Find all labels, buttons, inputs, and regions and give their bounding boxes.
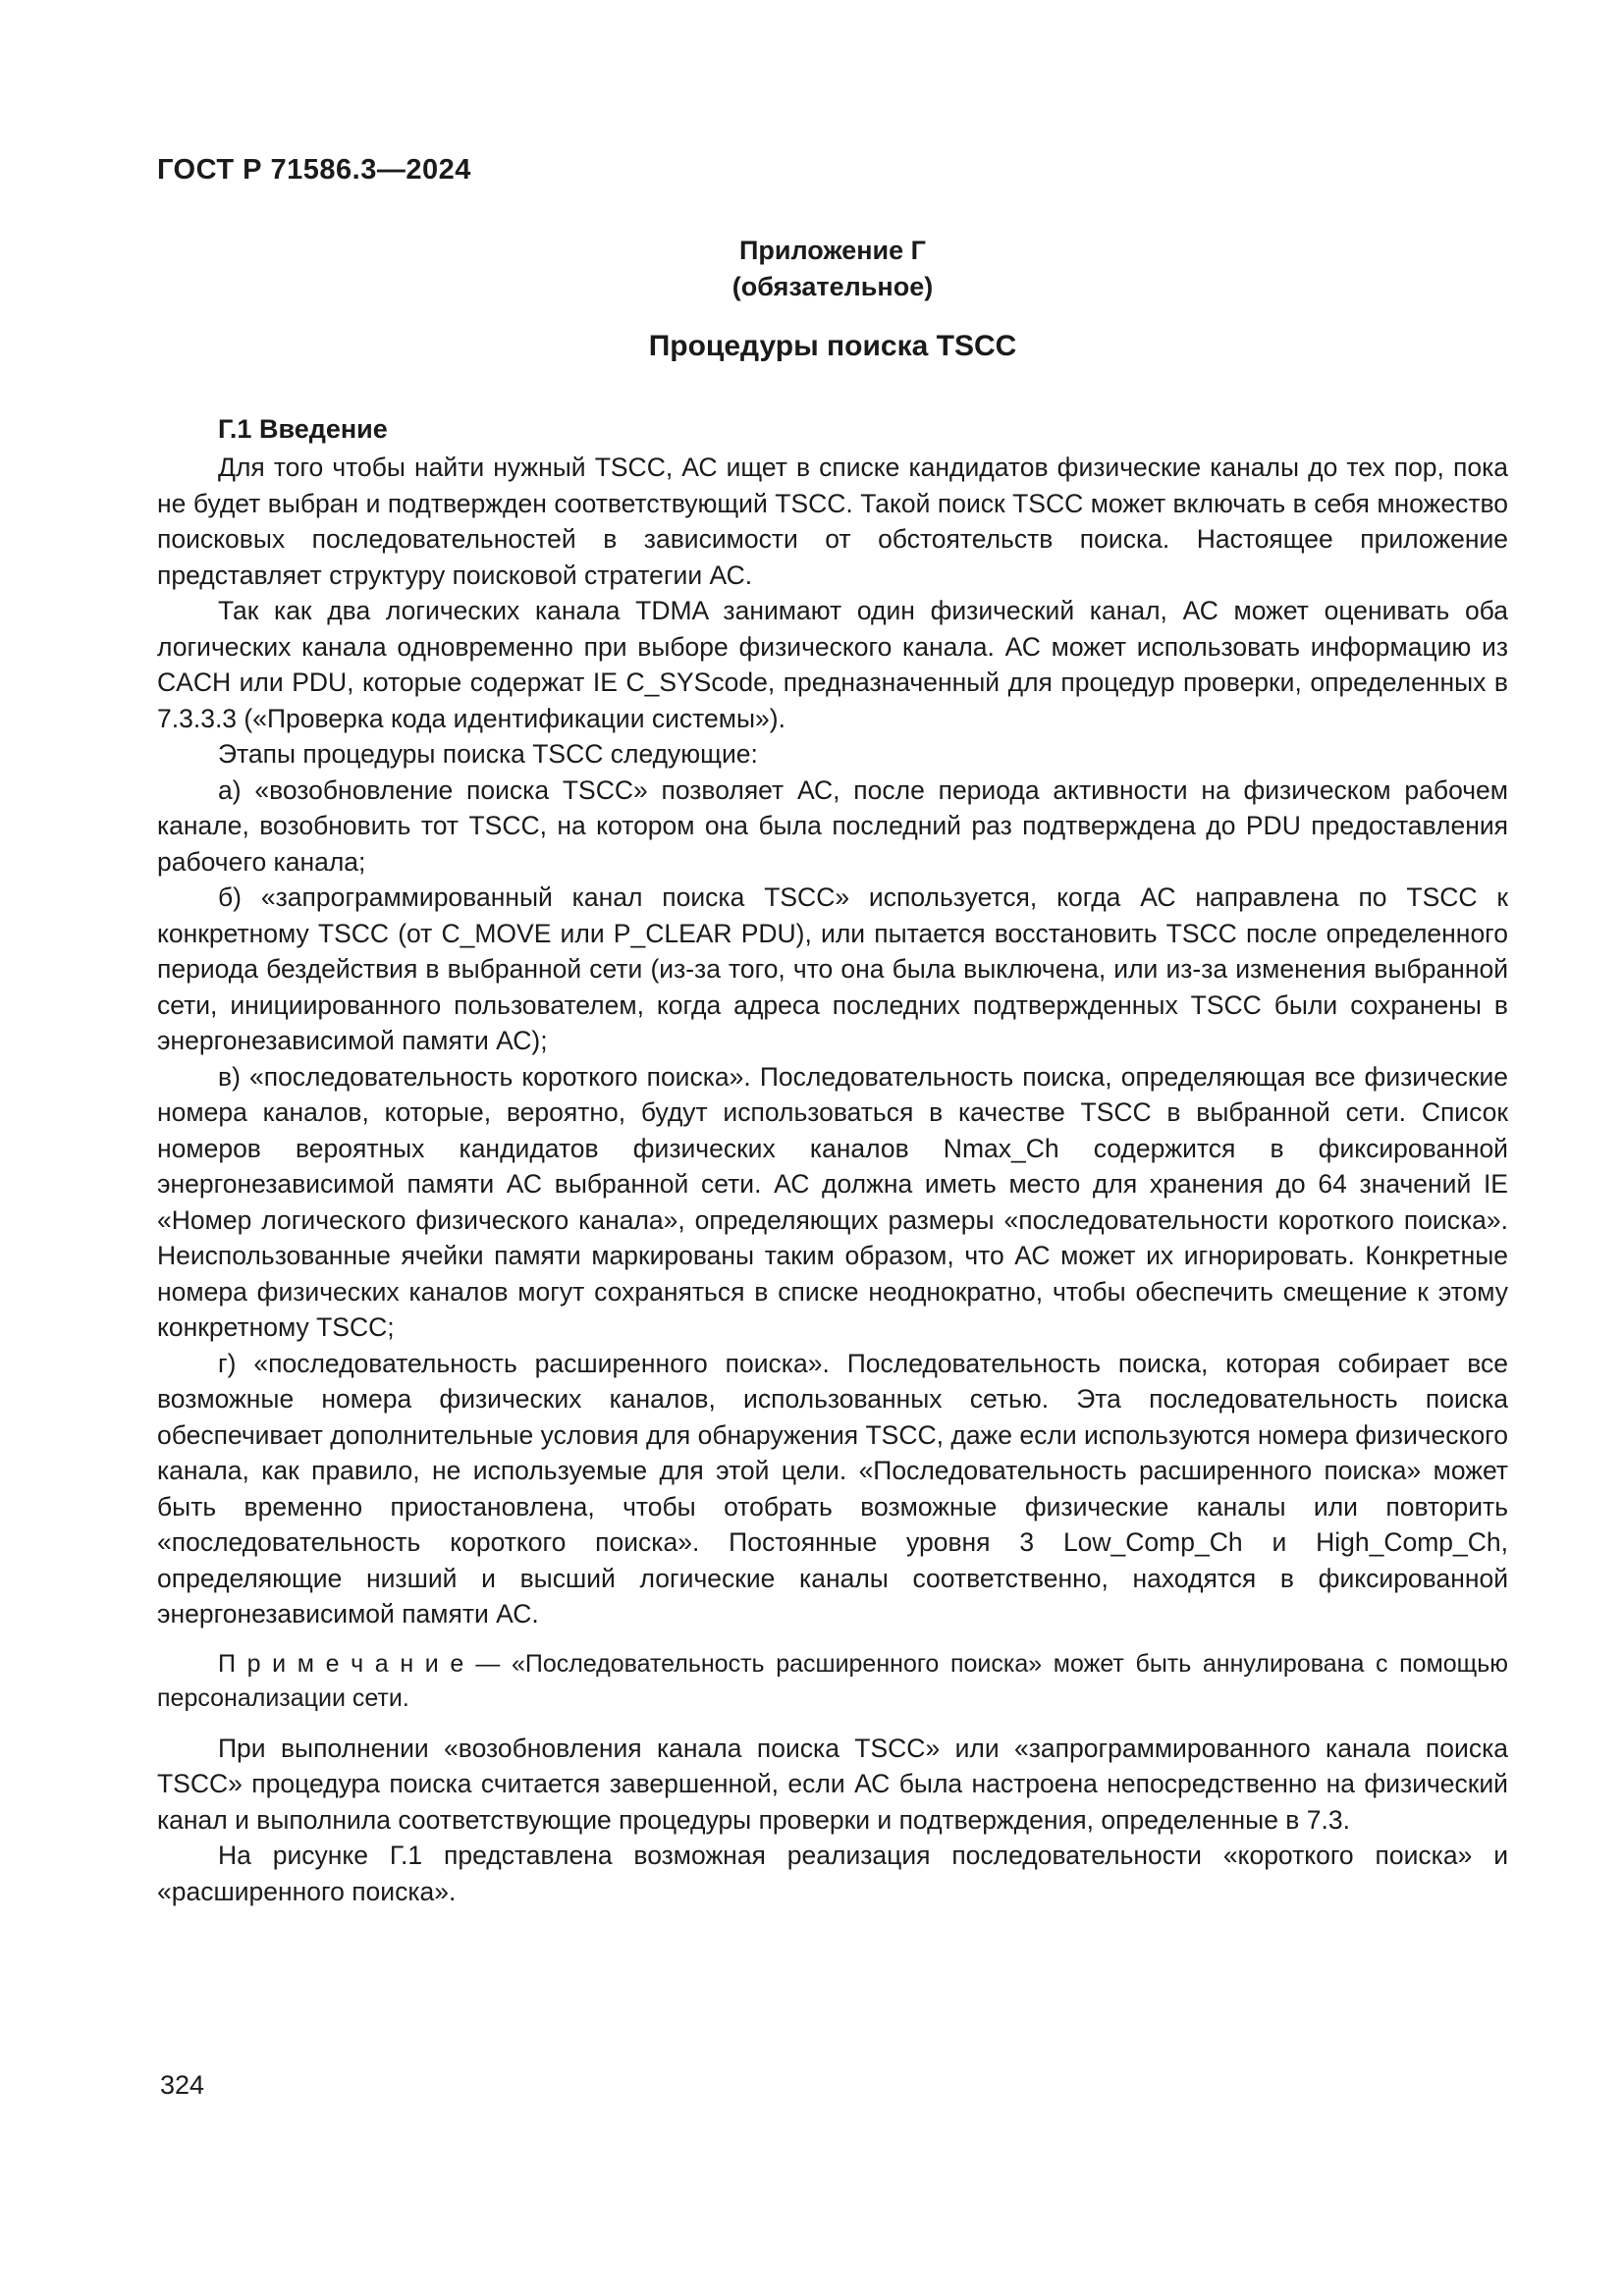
note-label: П р и м е ч а н и е	[218, 1649, 464, 1678]
appendix-header	[157, 233, 1508, 305]
note-paragraph	[157, 1647, 1508, 1716]
list-item-v: в) «последовательность короткого поиска». Последовательность поиска, определяющая все физические номера каналов, которые, вероятно, будут использоваться в качестве TSCC в выбранной сети. Список номеров вероятных кандидатов физических каналов Nmax_Ch содержится в фиксированной энергонезависимой памяти АС выбранной сети. АС должна иметь место для хранения до 64 значений IE «Номер логического физического канала», определяющих размеры «последовательности короткого поиска». Неиспользованные ячейки памяти маркированы таким образом, что АС может их игнорировать. Конкретные номера физических каналов могут сохраняться в списке неоднократно, чтобы обеспечить смещение к этому конкретному TSCC;	[157, 1061, 1508, 1342]
note-text: — «Последовательность расширенного поиска» может быть аннулирована с помощью персонализации сети.	[157, 1649, 1509, 1712]
section-heading: Г.1 Введение	[218, 414, 388, 444]
appendix-label: Приложение Г	[739, 236, 926, 265]
paragraph-closing-1: При выполнении «возобновления канала поиска TSCC» или «запрограммированного канала поиска TSCC» процедура поиска считается завершенной, если АС была настроена непосредственно на физический канал и выполнила соответствующие процедуры проверки и подтверждения, определенные в 7.3.	[157, 1733, 1508, 1835]
appendix-status: (обязательное)	[731, 272, 934, 301]
paragraph-intro-2: Так как два логических канала TDMA занимают один физический канал, АС может оценивать оба логических канала одновременно при выборе физического канала. АС может использовать информацию из CACH или PDU, которые содержат IE C_SYScode, предназначенный для процедур проверки, определенных в 7.3.3.3 («Проверка кода идентификации системы»).	[157, 596, 1508, 733]
paragraph-stages-lead: Этапы процедуры поиска TSCC следующие:	[218, 739, 758, 769]
list-item-b: б) «запрограммированный канал поиска TSCC» используется, когда АС направлена по TSCC к конкретному TSCC (от C_MOVE или P_CLEAR PDU), или пытается восстановить TSCC после определенного периода бездействия в выбранной сети (из-за того, что она была выключена, или из-за изменения выбранной сети, инициированного пользователем, когда адреса последних подтвержденных TSCC были сохранены в энергонезависимой памяти АС);	[157, 882, 1508, 1055]
list-item-g: г) «последовательность расширенного поиска». Последовательность поиска, которая собирает все возможные номера физических каналов, использованных сетью. Эта последовательность поиска обеспечивает дополнительные условия для обнаружения TSCC, даже если используются номера физического канала, как правило, не используемые для этой цели. «Последовательность расширенного поиска» может быть временно приостановлена, чтобы отобрать возможные физические каналы или повторить «последовательность короткого поиска». Постоянные уровня 3 Low_Comp_Ch и High_Comp_Ch, определяющие низший и высший логические каналы соответственно, находятся в фиксированной энергонезависимой памяти АС.	[157, 1348, 1508, 1629]
list-item-a: а) «возобновление поиска TSCC» позволяет АС, после периода активности на физическом рабочем канале, возобновить тот TSCC, на котором она была последний раз подтверждена до PDU предоставления рабочего канала;	[157, 774, 1508, 877]
appendix-title: Процедуры поиска TSCC	[648, 330, 1017, 362]
page-number: 324	[160, 2070, 205, 2100]
paragraph-intro-1: Для того чтобы найти нужный TSCC, АС ищет в списке кандидатов физические каналы до тех пор, пока не будет выбран и подтвержден соответствующий TSCC. Такой поиск TSCC может включать в себя множество поисковых последовательностей в зависимости от обстоятельств поиска. Настоящее приложение представляет структуру поисковой стратегии АС.	[157, 453, 1508, 590]
document-code: ГОСТ Р 71586.3—2024	[157, 154, 471, 186]
paragraph-closing-2: На рисунке Г.1 представлена возможная реализация последовательности «короткого поиска» и «расширенного поиска».	[157, 1841, 1508, 1906]
